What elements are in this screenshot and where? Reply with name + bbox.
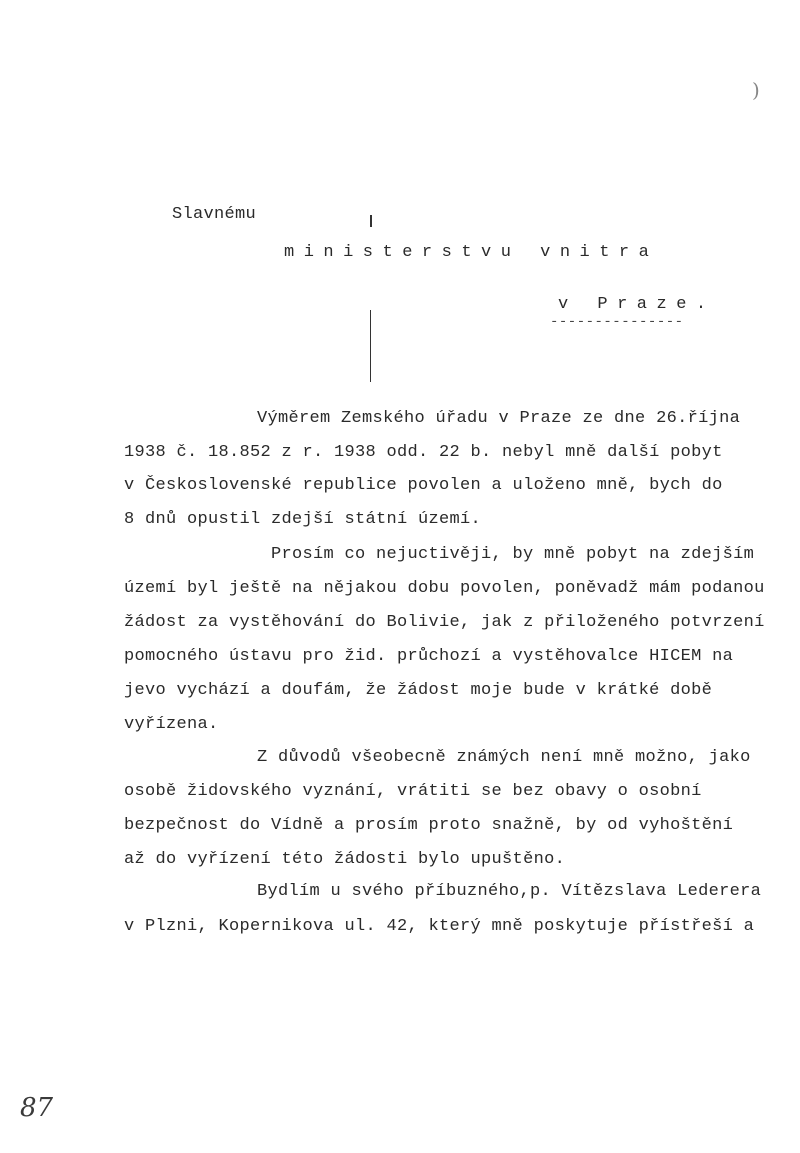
pencil-mark [370, 310, 371, 382]
body-line: bezpečnost do Vídně a prosím proto snažně, by od vyhoštění [124, 816, 734, 835]
body-line: pomocného ústavu pro žid. průchozí a vystěhovalce HICEM na [124, 647, 734, 666]
recipient-line: ministerstvu vnitra [284, 243, 659, 262]
body-line: území byl ještě na nějakou dobu povolen, poněvadž mám podanou [124, 579, 765, 598]
body-line: vyřízena. [124, 715, 219, 734]
body-line: osobě židovského vyznání, vrátiti se bez obavy o osobní [124, 782, 702, 801]
handwritten-page-number: 87 [20, 1093, 54, 1123]
body-line: až do vyřízení této žádosti bylo upuštěno. [124, 850, 566, 869]
body-line: jevo vychází a doufám, že žádost moje bude v krátké době [124, 681, 713, 700]
body-line: Prosím co nejuctivěji, by mně pobyt na zdejším [271, 545, 755, 564]
location-underline: --------------- [550, 314, 684, 330]
body-line: žádost za vystěhování do Bolivie, jak z přiloženého potvrzení [124, 613, 765, 632]
salutation: Slavnému [172, 205, 257, 224]
body-line: Z důvodů všeobecně známých není mně možno, jako [257, 748, 751, 767]
body-line: v Československé republice povolen a uloženo mně, bych do [124, 476, 723, 495]
corner-bracket-mark: ) [752, 78, 760, 102]
body-line: Bydlím u svého příbuzného,p. Vítězslava Lederera [257, 882, 762, 901]
pencil-mark [370, 215, 372, 227]
body-line: 1938 č. 18.852 z r. 1938 odd. 22 b. nebyl mně další pobyt [124, 443, 723, 462]
location-line: v Praze. [558, 295, 716, 314]
body-line: 8 dnů opustil zdejší státní území. [124, 510, 482, 529]
body-line: v Plzni, Kopernikova ul. 42, který mně poskytuje přístřeší a [124, 917, 755, 936]
body-line: Výměrem Zemského úřadu v Praze ze dne 26.října [257, 409, 741, 428]
